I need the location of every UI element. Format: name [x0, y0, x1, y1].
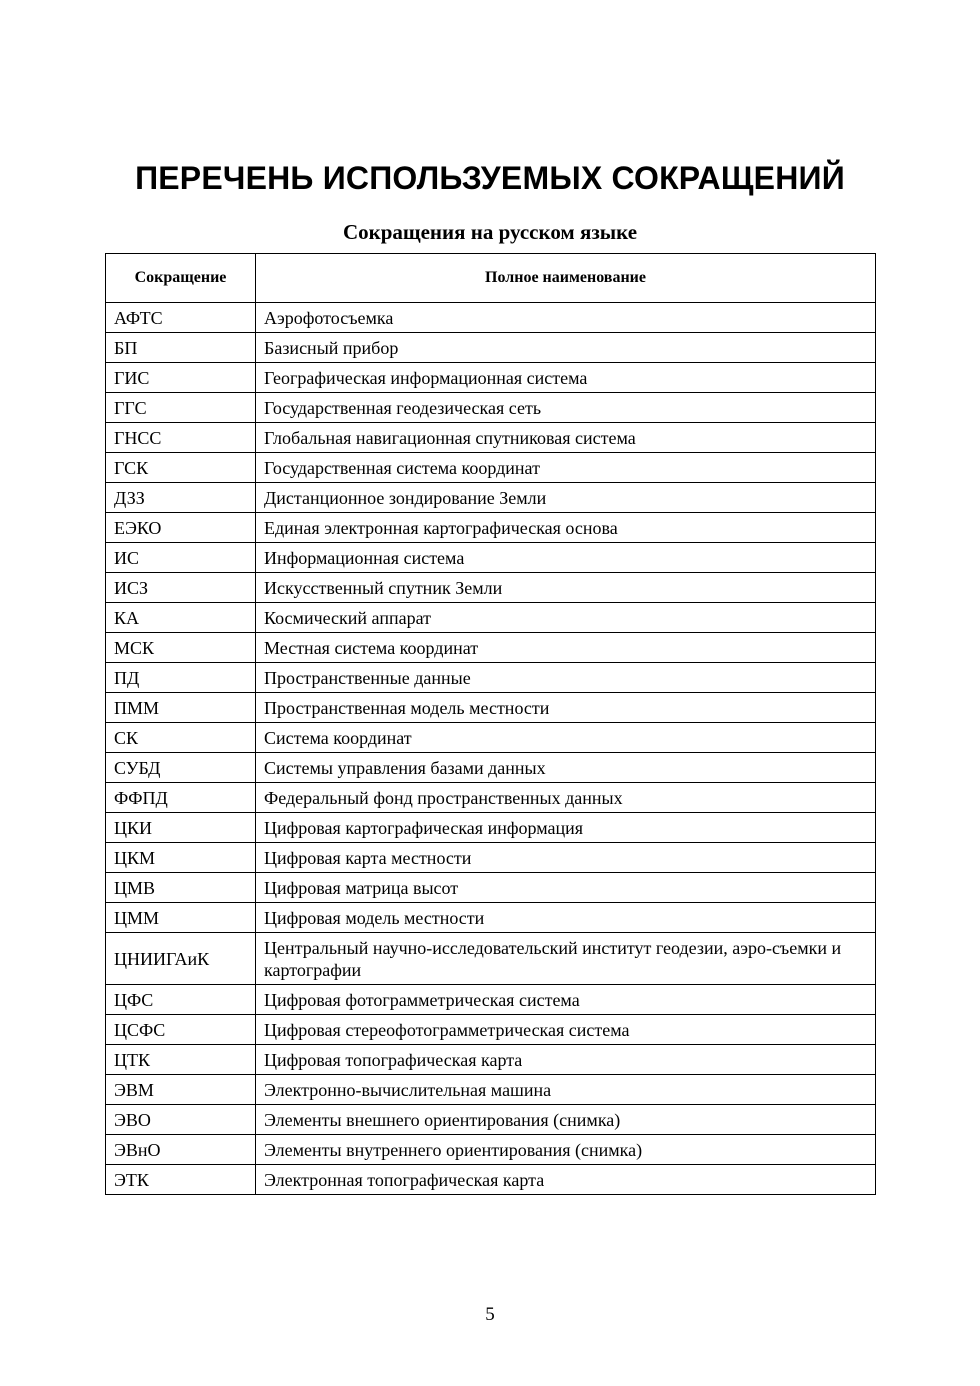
full-name-cell: Географическая информационная система: [256, 363, 876, 393]
abbreviation-cell: БП: [106, 333, 256, 363]
abbreviation-cell: ИСЗ: [106, 573, 256, 603]
table-row: [106, 1075, 876, 1105]
abbreviation-cell: МСК: [106, 633, 256, 663]
full-name-cell: Системы управления базами данных: [256, 753, 876, 783]
table-row: [106, 663, 876, 693]
full-name-cell: Цифровая фотограмметрическая система: [256, 985, 876, 1015]
table-row: [106, 333, 876, 363]
table-row: [106, 633, 876, 663]
full-name-cell: Федеральный фонд пространственных данных: [256, 783, 876, 813]
abbreviation-cell: КА: [106, 603, 256, 633]
table-row: [106, 903, 876, 933]
full-name-cell: Электронно-вычислительная машина: [256, 1075, 876, 1105]
table-row: [106, 1045, 876, 1075]
abbreviation-cell: ГГС: [106, 393, 256, 423]
abbreviation-cell: ЭТК: [106, 1165, 256, 1195]
abbreviation-cell: ЦТК: [106, 1045, 256, 1075]
page-number: 5: [485, 1304, 495, 1325]
page-title: ПЕРЕЧЕНЬ ИСПОЛЬЗУЕМЫХ СОКРАЩЕНИЙ: [135, 160, 845, 196]
header-full-name: Полное наименование: [256, 254, 876, 303]
table-row: [106, 753, 876, 783]
header-abbreviation: Сокращение: [106, 254, 256, 303]
abbreviations-table: [105, 253, 876, 1195]
table-row: [106, 483, 876, 513]
full-name-cell: Цифровая топографическая карта: [256, 1045, 876, 1075]
table-row: [106, 873, 876, 903]
table-row: [106, 1135, 876, 1165]
table-row: [106, 573, 876, 603]
table-row: [106, 393, 876, 423]
abbreviation-cell: ЦСФС: [106, 1015, 256, 1045]
full-name-cell: Государственная система координат: [256, 453, 876, 483]
table-row: [106, 933, 876, 985]
table-header-row: [106, 254, 876, 303]
full-name-cell: Местная система координат: [256, 633, 876, 663]
table-row: [106, 453, 876, 483]
abbreviation-cell: ГИС: [106, 363, 256, 393]
abbreviation-cell: ЦМВ: [106, 873, 256, 903]
table-row: [106, 1015, 876, 1045]
table-row: [106, 363, 876, 393]
abbreviation-cell: ЦКМ: [106, 843, 256, 873]
table-row: [106, 985, 876, 1015]
table-row: [106, 813, 876, 843]
abbreviation-cell: ЭВО: [106, 1105, 256, 1135]
full-name-cell: Система координат: [256, 723, 876, 753]
abbreviation-cell: ПД: [106, 663, 256, 693]
full-name-cell: Цифровая стереофотограмметрическая система: [256, 1015, 876, 1045]
abbreviation-cell: ЦНИИГАиК: [106, 933, 256, 985]
full-name-cell: Пространственная модель местности: [256, 693, 876, 723]
abbreviation-cell: ЦФС: [106, 985, 256, 1015]
abbreviation-cell: ДЗЗ: [106, 483, 256, 513]
table-subtitle: Сокращения на русском языке: [342, 220, 638, 244]
abbreviation-cell: АФТС: [106, 303, 256, 333]
full-name-cell: Цифровая матрица высот: [256, 873, 876, 903]
abbreviation-cell: ЦММ: [106, 903, 256, 933]
abbreviation-cell: ЭВМ: [106, 1075, 256, 1105]
abbreviation-cell: СУБД: [106, 753, 256, 783]
table-row: [106, 513, 876, 543]
table-row: [106, 1165, 876, 1195]
table-row: [106, 543, 876, 573]
full-name-cell: Глобальная навигационная спутниковая система: [256, 423, 876, 453]
full-name-cell: Базисный прибор: [256, 333, 876, 363]
table-row: [106, 723, 876, 753]
full-name-cell: Цифровая карта местности: [256, 843, 876, 873]
abbreviation-cell: ГНСС: [106, 423, 256, 453]
table-row: [106, 843, 876, 873]
abbreviation-cell: ФФПД: [106, 783, 256, 813]
full-name-cell: Космический аппарат: [256, 603, 876, 633]
full-name-cell: Элементы внешнего ориентирования (снимка): [256, 1105, 876, 1135]
full-name-cell: Информационная система: [256, 543, 876, 573]
abbreviation-cell: ЭВнО: [106, 1135, 256, 1165]
full-name-cell: Единая электронная картографическая основа: [256, 513, 876, 543]
abbreviation-cell: ЕЭКО: [106, 513, 256, 543]
full-name-cell: Цифровая модель местности: [256, 903, 876, 933]
table-row: [106, 603, 876, 633]
abbreviation-cell: ПММ: [106, 693, 256, 723]
full-name-cell: Государственная геодезическая сеть: [256, 393, 876, 423]
abbreviation-cell: ЦКИ: [106, 813, 256, 843]
full-name-cell: Пространственные данные: [256, 663, 876, 693]
abbreviation-cell: СК: [106, 723, 256, 753]
full-name-cell: Аэрофотосъемка: [256, 303, 876, 333]
full-name-cell: Элементы внутреннего ориентирования (снимка): [256, 1135, 876, 1165]
full-name-cell: Искусственный спутник Земли: [256, 573, 876, 603]
table-row: [106, 1105, 876, 1135]
full-name-cell: Цифровая картографическая информация: [256, 813, 876, 843]
full-name-cell: Электронная топографическая карта: [256, 1165, 876, 1195]
table-row: [106, 423, 876, 453]
full-name-cell: Дистанционное зондирование Земли: [256, 483, 876, 513]
full-name-cell: Центральный научно-исследовательский институт геодезии, аэро-съемки и картографии: [256, 933, 876, 985]
table-row: [106, 303, 876, 333]
table-row: [106, 693, 876, 723]
abbreviation-cell: ИС: [106, 543, 256, 573]
table-row: [106, 783, 876, 813]
abbreviation-cell: ГСК: [106, 453, 256, 483]
